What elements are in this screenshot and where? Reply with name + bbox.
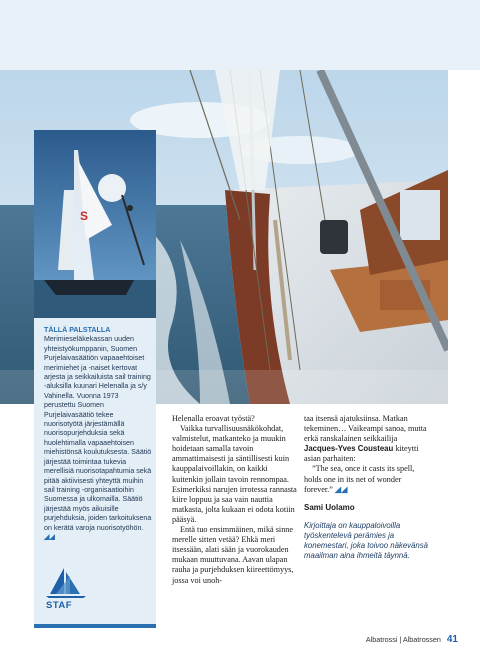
sidebar-body: Merimieseläkekassan uuden yhteistyökumppanin, Suomen Purjelaivasäätiön vapaaehtoiset merimiehet ja -naiset kertovat arjesta ja seikkailuista sail training -aluksilla kuunari Helenalla ja s/y Vahinella. Vuonna 1973 perustettu Suomen Purjelaivasäätiö tekee nuorisotyötä järjestämällä nuorisopurjehduksia sekä huolehtimalla vapaaehtoisen miehistönsä koulutuksesta. Säätiö järjestää toimintaa tukevia merellisiä nuorisotapahtumia sekä pitää aktiivisesti yhteyttä muihin sail training -organisaatioihin Suomessa ja ulkomailla. Säätiö järjestää myös aikuisille purjehduksia, joiden tarkoituksena on kerätä varoja nuorisotyöhön. (44, 335, 152, 532)
end-mark-icon: ◢◢ (334, 484, 348, 494)
sidebar-lead: TÄLLÄ PALSTALLA (44, 326, 111, 334)
person-name: Jacques-Yves Cousteau (304, 444, 394, 454)
article-column-2 (304, 414, 432, 561)
inset-photo-illustration (34, 130, 156, 318)
page-footer (366, 634, 458, 645)
page-number: 41 (446, 634, 458, 645)
quote (304, 464, 432, 494)
inset-photo (34, 130, 156, 318)
author-name: Sami Uolamo (304, 502, 355, 512)
article-paragraph: Vaikka turvallisuusnäkökohdat, valmistelut, matkanteko ja muukin hoidetaan samalla tavoin ammattimaisesti ja säntillisesti kuin kauppalaivoillakin, on kaikki kuitenkin jollain tavoin rennompaa. Esimerkiksi narujen irrotessa rannasta kiire loppuu ja saa vain nauttia matkasta, jolta kukaan ei odota kotiin pääsyä. (172, 424, 297, 524)
article-paragraph: Entä tuo ensimmäinen, mikä sinne merelle sitten vetää? Ehkä meri itsessään, alati sään ja vuorokauden mukaan muuttuvana. Aavan ulapan rauha ja purjehduksen kiireettömyys, jossa voi unoh- (172, 525, 294, 585)
article-paragraph (304, 414, 432, 464)
article-column-1 (172, 414, 300, 586)
sidebar-text (44, 326, 152, 542)
author-bio: Kirjoittaja on kauppaloivoilla työskentelevä perämies ja konemestari, joka toivoo näkevänsä maailman aina ihmeitä täynnä. (304, 520, 428, 560)
publication-name: Albatrossi | Albatrossen (365, 635, 441, 644)
end-mark-icon: ◢◢ (44, 532, 55, 541)
staf-logo-label: STAF (46, 600, 73, 611)
quote-text: ”The sea, once it casts its spell, holds one in its net of wonder forever.” (304, 464, 415, 494)
article-text: taa itsensä ajatuksiinsa. Matkan tekeminen… Vaikeampi sanoa, mutta erkä ranskalainen seikkailija (304, 414, 427, 444)
svg-text:S: S (80, 209, 89, 223)
top-band (0, 0, 480, 70)
article-text: kiteytti asian parhaiten: (304, 444, 419, 464)
article-paragraph: Helenalla eroavat työstä? (172, 414, 255, 423)
sidebar-bottom-rule (34, 624, 156, 628)
staf-logo-graphic (44, 566, 88, 598)
